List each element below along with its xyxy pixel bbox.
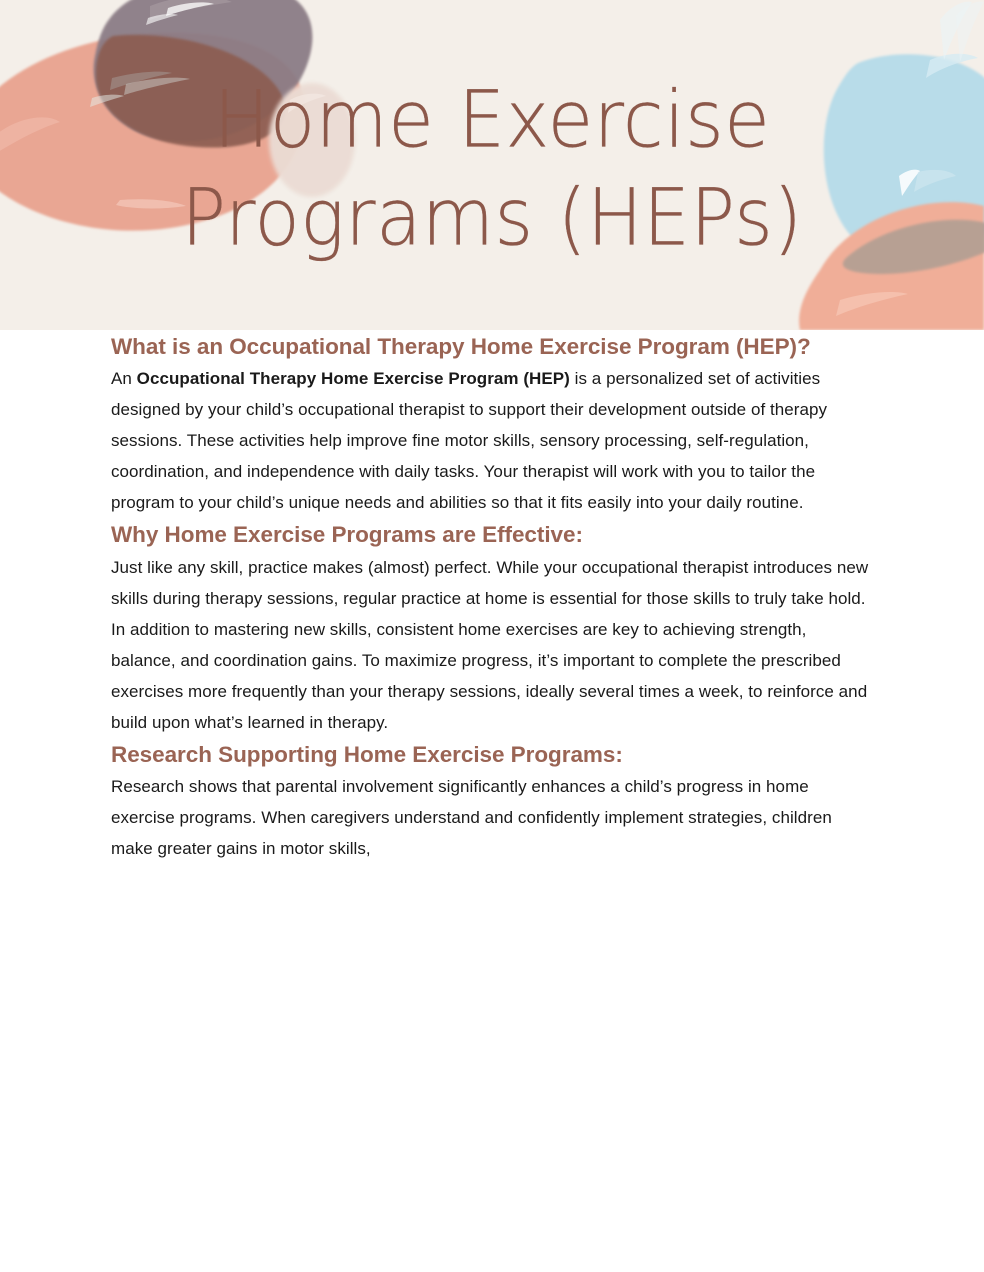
section-heading-why-effective: Why Home Exercise Programs are Effective: — [111, 522, 583, 548]
paragraph-why-effective: Just like any skill, practice makes (almost) perfect. While your occupational therapist introduces new skills during therapy sessions, regular practice at home is essential for those skills to truly take hold. In addition to mastering new skills, consistent home exercises are key to achieving strength, balance, and coordination gains. To maximize progress, it’s important to complete the prescribed exercises more frequently than your therapy sessions, ideally several times a week, to reinforce and build upon what’s learned in therapy. — [111, 557, 869, 732]
page-banner — [0, 0, 984, 330]
banner-title-line-2: Programs (HEPs) — [181, 172, 803, 264]
section-heading-research-supporting: Research Supporting Home Exercise Programs: — [111, 741, 623, 767]
paragraph-rest-text: is a personalized set of activities designed by your child’s occupational therapist to support their development outside of therapy sessions. These activities help improve fine motor skills, sensory processing, self-regulation, coordination, and independence with daily tasks. Your therapist will work with you to tailor the program to your child’s unique needs and abilities so that it fits easily into your daily routine. — [111, 369, 828, 513]
section-heading-what-is-hep: What is an Occupational Therapy Home Exercise Program (HEP)? — [111, 334, 811, 359]
paragraph-research-supporting: Research shows that parental involvement significantly enhances a child’s progress in home exercise programs. When caregivers understand and confidently implement strategies, children make greater gains in motor skills, — [111, 776, 832, 858]
paragraph-bold-term: Occupational Therapy Home Exercise Program (HEP) — [136, 369, 570, 389]
banner-title-line-1: Home Exercise — [213, 74, 771, 166]
banner-title — [0, 0, 984, 330]
paragraph-lead-text: An — [111, 369, 137, 389]
paragraph-what-is-hep — [111, 363, 873, 518]
document-content — [0, 330, 984, 864]
